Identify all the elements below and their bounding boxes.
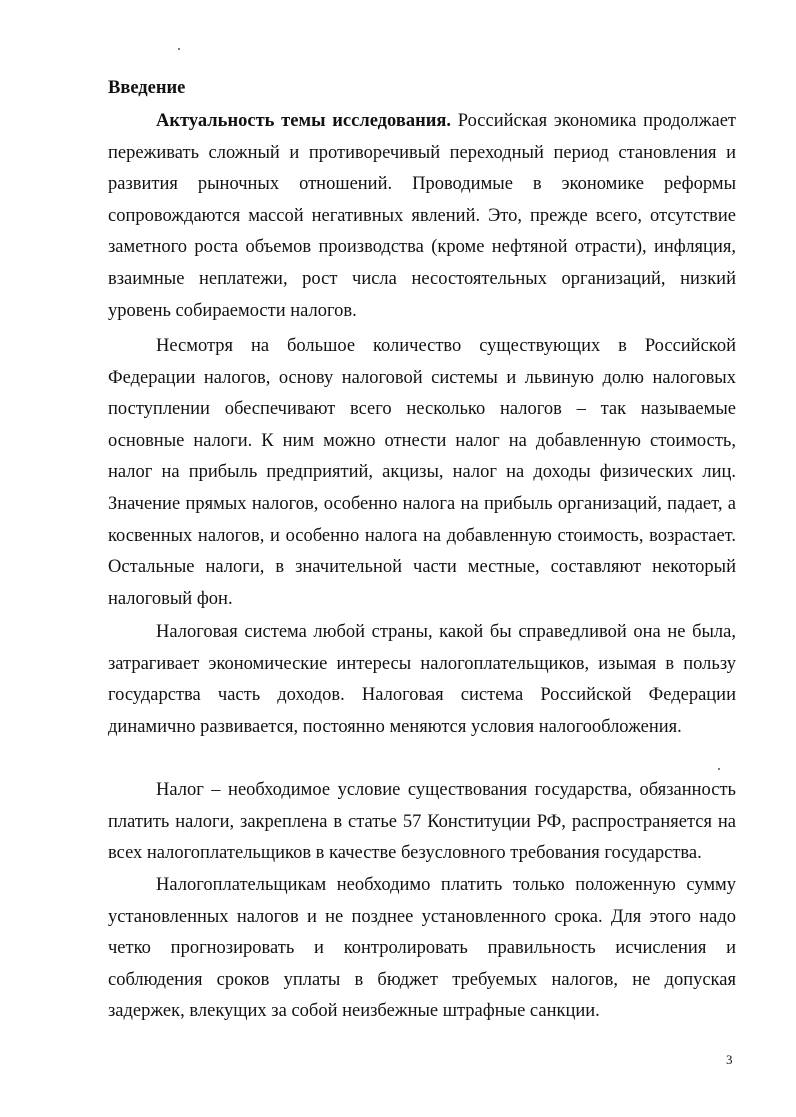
paragraph-relevance bbox=[108, 106, 736, 327]
paragraph-tax-obligation: Налог – необходимое условие существования государства, обязанность платить налоги, закреплена в статье 57 Конституции РФ, распространяется на всех налогоплательщиков в качестве безусловного требования государства. bbox=[108, 780, 736, 864]
paragraph-text: Российская экономика продолжает переживать сложный и противоречивый переходный период становления и развития рыночных отношений. Проводимые в экономике реформы сопровождаются массой негативных явлений. Это, прежде всего, отсутствие заметного роста объемов производства (кроме нефтяной отрасти), инфляция, взаимные неплатежи, рост числа несостоятельных организаций, низкий уровень собираемости налогов. bbox=[108, 111, 736, 321]
scan-speck bbox=[718, 768, 720, 770]
scan-speck bbox=[178, 48, 180, 50]
section-heading: Введение bbox=[108, 78, 186, 98]
paragraph-taxpayers: Налогоплательщикам необходимо платить только положенную сумму установленных налогов и не позднее установленного срока. Для этого надо четко прогнозировать и контролировать правильность исчисления и соблюдения сроков уплаты в бюджет требуемых налогов, не допуская задержек, влекущих за собой неизбежные штрафные санкции. bbox=[108, 875, 736, 1022]
page-number: 3 bbox=[726, 1052, 733, 1067]
paragraph-tax-system: Налоговая система любой страны, какой бы справедливой она не была, затрагивает экономические интересы налогоплательщиков, изымая в пользу государства часть доходов. Налоговая система Российской Федерации динамично развивается, постоянно меняются условия налогообложения. bbox=[108, 622, 736, 737]
paragraph-taxes-overview: Несмотря на большое количество существующих в Российской Федерации налогов, основу налоговой системы и львиную долю налоговых поступлении обеспечивают всего несколько налогов – так называемые основные налоги. К ним можно отнести налог на добавленную стоимость, налог на прибыль предприятий, акцизы, налог на доходы физических лиц. Значение прямых налогов, особенно налога на прибыль организаций, падает, а косвенных налогов, и особенно налога на добавленную стоимость, возрастает. Остальные налоги, в значительной части местные, составляют некоторый налоговый фон. bbox=[108, 336, 736, 609]
paragraph-lead: Актуальность темы исследования. bbox=[156, 111, 452, 131]
